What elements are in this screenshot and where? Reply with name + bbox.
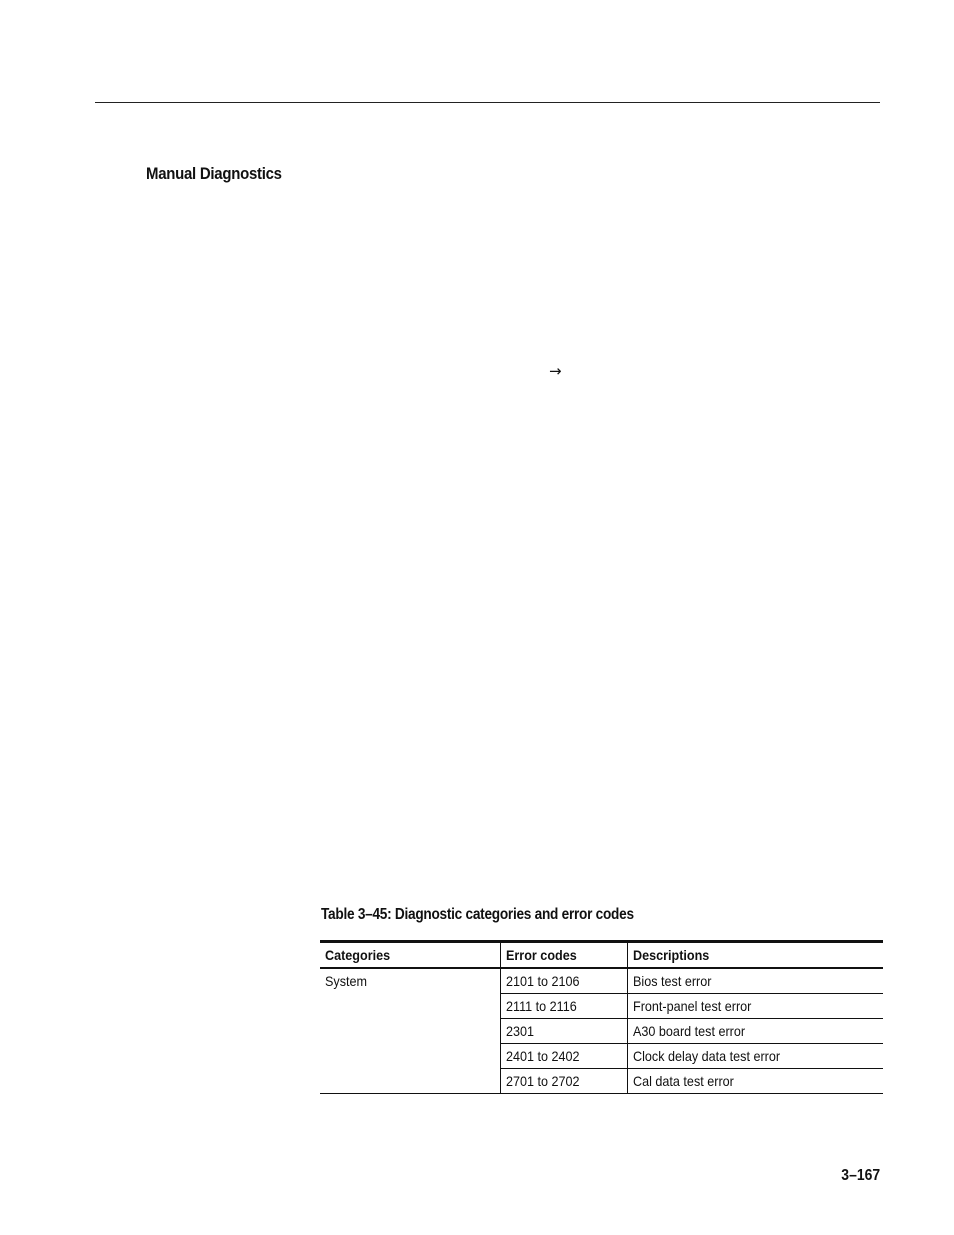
arrow-icon: → bbox=[549, 362, 562, 380]
column-header-error-codes: Error codes bbox=[500, 942, 627, 969]
section-heading: Manual Diagnostics bbox=[146, 164, 282, 183]
category-cell: System bbox=[320, 968, 500, 1094]
table-row bbox=[320, 968, 883, 994]
table-caption: Table 3–45: Diagnostic categories and error codes bbox=[321, 906, 634, 923]
diagnostic-codes-table bbox=[320, 940, 883, 1094]
description-cell: Cal data test error bbox=[627, 1069, 883, 1094]
column-header-descriptions: Descriptions bbox=[627, 942, 883, 969]
description-cell: Clock delay data test error bbox=[627, 1044, 883, 1069]
header-rule bbox=[95, 102, 880, 103]
error-code-cell: 2301 bbox=[500, 1019, 627, 1044]
error-code-cell: 2401 to 2402 bbox=[500, 1044, 627, 1069]
description-cell: Bios test error bbox=[627, 968, 883, 994]
table-header-row bbox=[320, 942, 883, 969]
description-cell: A30 board test error bbox=[627, 1019, 883, 1044]
error-code-cell: 2701 to 2702 bbox=[500, 1069, 627, 1094]
column-header-categories: Categories bbox=[325, 947, 391, 963]
page-number: 3–167 bbox=[841, 1167, 880, 1184]
error-code-cell: 2101 to 2106 bbox=[500, 968, 627, 994]
error-code-cell: 2111 to 2116 bbox=[500, 994, 627, 1019]
description-cell: Front-panel test error bbox=[627, 994, 883, 1019]
